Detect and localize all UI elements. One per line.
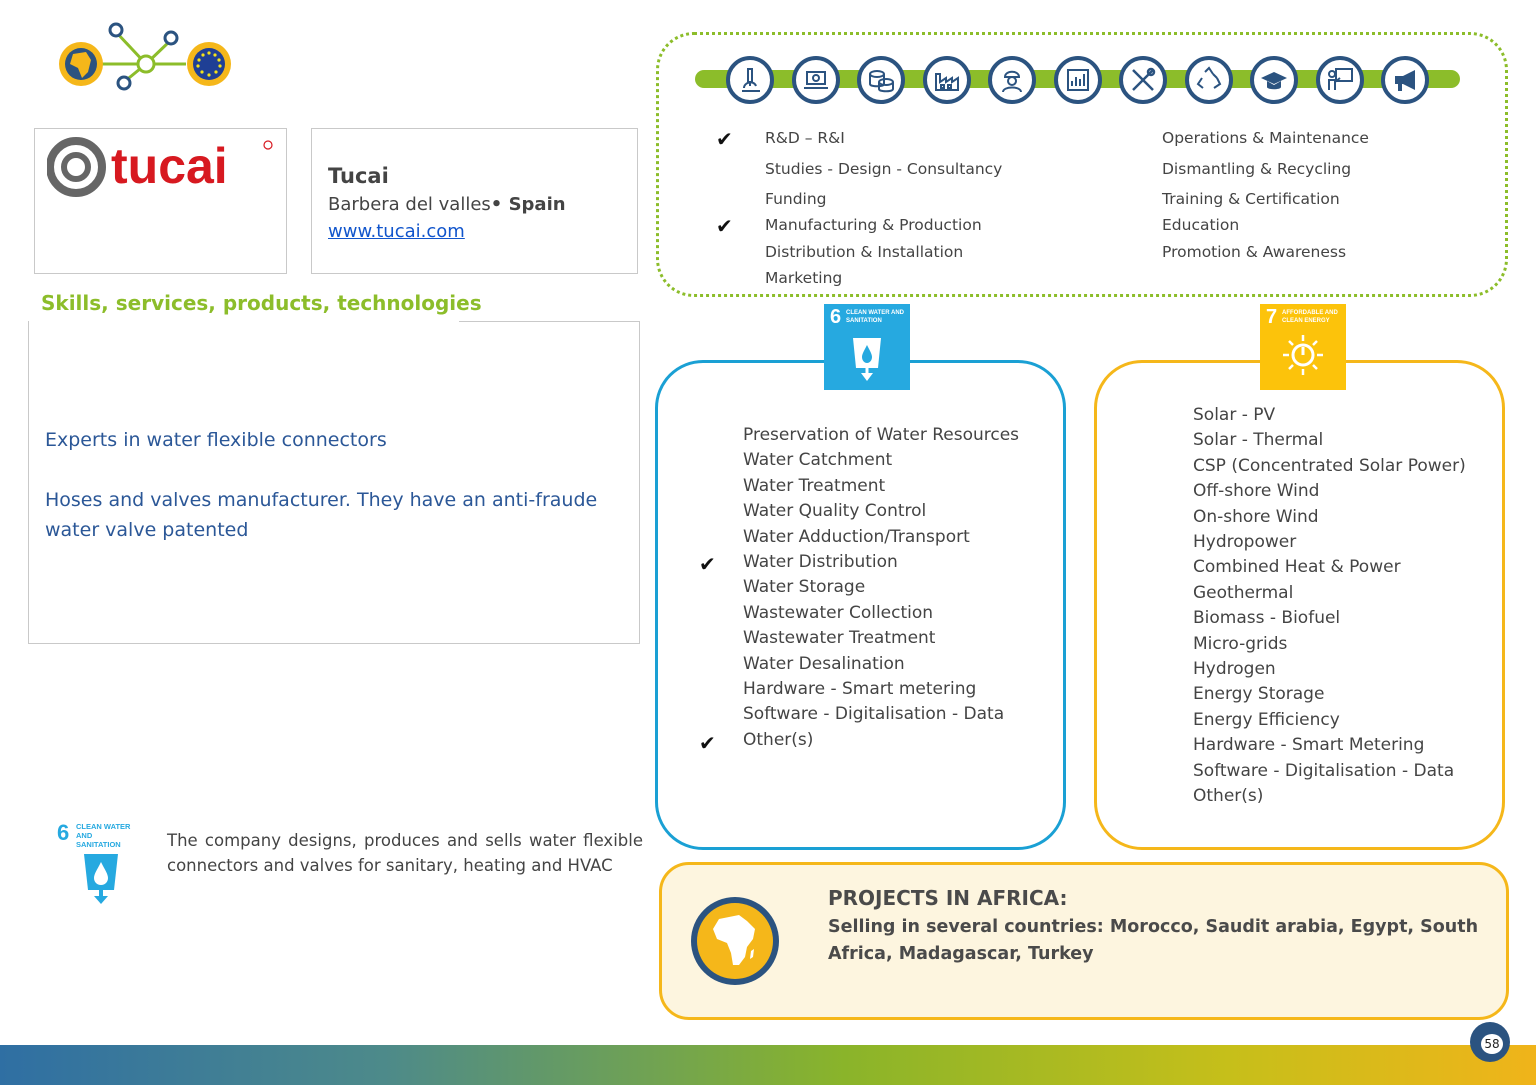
activity-item: Distribution & Installation (765, 243, 964, 261)
africa-icon (689, 895, 781, 987)
sdg-description: The company designs, produces and sells water flexible connectors and valves for sanitary, heating and HVAC (167, 831, 643, 875)
presentation-icon (1316, 56, 1364, 104)
activity-item: Operations & Maintenance (1162, 129, 1369, 147)
skills-paragraph: Hoses and valves manufacturer. They have an anti-fraude water valve patented (45, 489, 598, 541)
coins-icon (857, 56, 905, 104)
water-item: Water Adduction/Transport (743, 526, 970, 547)
sdg6-badge-label: CLEAN WATER AND SANITATION (846, 310, 904, 324)
sdg6-badge-number: 6 (830, 306, 842, 328)
skills-paragraph: Experts in water flexible connectors (45, 429, 387, 451)
sun-power-icon (1280, 332, 1326, 378)
microscope-icon (726, 56, 774, 104)
activity-item: Promotion & Awareness (1162, 243, 1347, 261)
skills-text (45, 425, 630, 575)
energy-item: Geothermal (1193, 582, 1294, 603)
water-glass-icon (851, 334, 883, 384)
tucai-logo (47, 137, 277, 197)
energy-list (1193, 403, 1466, 810)
sdg7-badge-label: AFFORDABLE AND CLEAN ENERGY (1282, 310, 1338, 324)
energy-item: Hydrogen (1193, 659, 1276, 680)
company-city: Barbera del valles (328, 194, 491, 215)
activity-item: Training & Certification (1162, 190, 1340, 208)
check-icon: ✔ (699, 552, 716, 576)
water-item: Water Quality Control (743, 501, 927, 522)
water-item: Water Distribution (743, 552, 898, 573)
activity-item: Studies - Design - Consultancy (765, 160, 1003, 178)
recycle-icon (1185, 56, 1233, 104)
company-info-box (311, 128, 638, 274)
sdg6-small-icon (57, 820, 137, 910)
company-location: Barbera del valles• Spain (328, 194, 566, 215)
activity-item: Education (1162, 216, 1240, 234)
sdg7-badge (1260, 304, 1346, 390)
energy-item: Combined Heat & Power (1193, 557, 1401, 578)
chart-icon (1054, 56, 1102, 104)
energy-item: Solar - Thermal (1193, 430, 1324, 451)
water-glass-icon (81, 850, 121, 906)
sdg6-small-number: 6 (57, 820, 70, 845)
graduation-cap-icon (1250, 56, 1298, 104)
energy-item: Hydropower (1193, 532, 1297, 553)
water-item: Software - Digitalisation - Data (743, 704, 1005, 725)
megaphone-icon (1381, 56, 1429, 104)
activity-item: R&D – R&I (765, 129, 845, 147)
tucai-logo-text: tucai (111, 138, 228, 194)
projects-title: PROJECTS IN AFRICA: (828, 886, 1068, 910)
energy-item: Off-shore Wind (1193, 481, 1320, 502)
laptop-icon (792, 56, 840, 104)
sdg7-badge-number: 7 (1266, 306, 1278, 328)
activity-item: Manufacturing & Production (765, 216, 982, 234)
skills-title: Skills, services, products, technologies (41, 291, 482, 315)
activity-item: Marketing (765, 269, 843, 287)
energy-item: Energy Efficiency (1193, 709, 1340, 730)
energy-item: Software - Digitalisation - Data (1193, 760, 1455, 781)
page-number-badge (1470, 1022, 1510, 1062)
sdg6-badge (824, 304, 910, 390)
water-item: Water Desalination (743, 653, 905, 674)
energy-item: Biomass - Biofuel (1193, 608, 1341, 629)
energy-item: CSP (Concentrated Solar Power) (1193, 455, 1466, 476)
worker-icon (988, 56, 1036, 104)
energy-item: On-shore Wind (1193, 506, 1319, 527)
skills-box-top-border (459, 321, 640, 322)
tools-icon (1119, 56, 1167, 104)
page-number: 58 (1481, 1034, 1503, 1054)
energy-item: Energy Storage (1193, 684, 1325, 705)
water-item: Water Storage (743, 577, 866, 598)
energy-item: Other(s) (1193, 786, 1264, 807)
sdg6-small-label: CLEAN WATER AND SANITATION (76, 822, 131, 849)
check-icon: ✔ (716, 214, 733, 238)
water-item: Wastewater Collection (743, 602, 934, 623)
water-item: Other(s) (743, 729, 814, 750)
water-item: Hardware - Smart metering (743, 679, 977, 700)
water-item: Wastewater Treatment (743, 628, 936, 649)
check-icon: ✔ (699, 731, 716, 755)
energy-item: Solar - PV (1193, 405, 1276, 425)
footer-gradient-bar (0, 1045, 1536, 1085)
company-name: Tucai (328, 164, 389, 188)
network-logo (56, 20, 236, 95)
water-item: Preservation of Water Resources (743, 425, 1020, 445)
company-country: Spain (508, 194, 566, 215)
water-item: Water Catchment (743, 450, 893, 471)
water-list (743, 423, 1019, 753)
company-logo-box (34, 128, 287, 274)
energy-item: Hardware - Smart Metering (1193, 735, 1425, 756)
energy-item: Micro-grids (1193, 633, 1288, 654)
factory-icon (923, 56, 971, 104)
projects-text: Selling in several countries: Morocco, Saudit arabia, Egypt, South Africa, Madagascar, Turkey (828, 917, 1479, 964)
check-icon: ✔ (716, 127, 733, 151)
activity-item: Dismantling & Recycling (1162, 160, 1352, 178)
water-item: Water Treatment (743, 475, 886, 496)
company-website-link[interactable]: www.tucai.com (328, 221, 465, 242)
activity-item: Funding (765, 190, 827, 208)
